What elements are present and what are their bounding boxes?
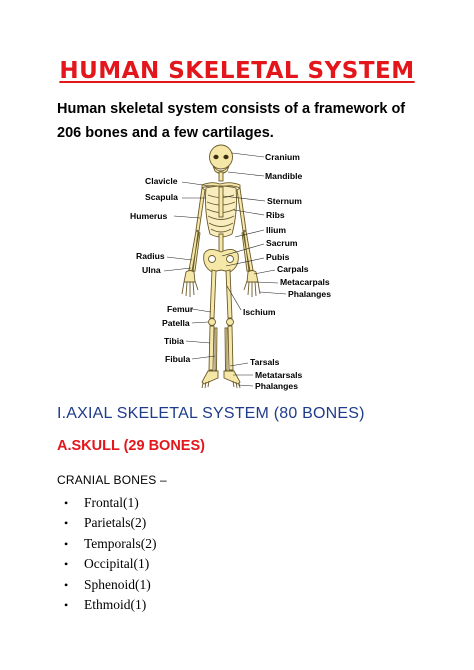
label-tarsals: Tarsals [250,357,280,367]
label-ulna: Ulna [142,265,161,275]
label-clavicle: Clavicle [145,176,178,186]
label-pubis: Pubis [266,252,290,262]
list-item [62,595,157,615]
section-heading-skull: A.SKULL (29 BONES) [57,438,205,454]
foot-left [202,371,218,384]
label-patella: Patella [162,318,190,328]
page-title: HUMAN SKELETAL SYSTEM [59,58,415,84]
section-heading-axial: I.AXIAL SKELETAL SYSTEM (80 BONES) [57,405,365,422]
list-item [62,534,157,554]
label-sternum: Sternum [267,196,302,206]
cranium-bone [210,145,233,169]
bullet-icon: • [64,496,69,510]
label-ribs: Ribs [266,210,285,220]
foot-right [224,371,240,384]
intro-line-1: Human skeletal system consists of a framework of [57,101,406,117]
sternum-bone [219,187,223,217]
bullet-icon: • [64,557,69,572]
label-mandible: Mandible [265,171,303,181]
radius-ulna-left [189,231,200,271]
bullet-icon: • [64,536,69,551]
list-item-text: Occipital(1) [84,556,150,572]
list-item-text: Parietals(2) [84,515,147,531]
label-phalanges-foot: Phalanges [255,381,298,391]
label-humerus: Humerus [130,211,168,221]
hand-left [184,271,195,283]
label-tibia: Tibia [164,336,184,346]
tibia-fibula-right [225,326,233,370]
list-item [62,554,157,574]
label-scapula: Scapula [145,192,178,202]
label-femur: Femur [167,304,194,314]
list-item [62,575,157,595]
tibia-fibula-left [209,326,217,370]
list-item [62,513,157,533]
label-carpals: Carpals [277,264,309,274]
radius-ulna-right [242,231,253,271]
list-item [62,493,157,513]
label-ilium: Ilium [266,225,287,235]
list-item-text: Sphenoid(1) [84,576,151,592]
skeleton-figure [182,145,260,388]
bullet-icon: • [64,577,69,592]
cranial-bones-heading: CRANIAL BONES – [57,473,167,487]
intro-paragraph [57,97,427,145]
list-item-text: Frontal(1) [84,495,139,510]
humerus-bone-left [196,188,205,231]
list-item-text: Temporals(2) [84,535,157,551]
label-metatarsals: Metatarsals [255,370,303,380]
bullet-icon: • [64,516,69,531]
bullet-icon: • [64,597,69,612]
intro-line-2: 206 bones and a few cartilages. [57,125,274,141]
cranial-bones-list [62,493,157,615]
femur-bone-right [226,270,232,318]
label-sacrum: Sacrum [266,238,298,248]
label-metacarpals: Metacarpals [280,277,330,287]
patella-right [227,319,234,326]
hand-right [247,271,258,283]
label-radius: Radius [136,251,165,261]
label-ischium: Ischium [243,307,276,317]
femur-bone-left [210,270,216,318]
label-fibula: Fibula [165,354,191,364]
humerus-bone-right [237,188,246,231]
label-cranium: Cranium [265,152,300,162]
label-phalanges-hand: Phalanges [288,289,331,299]
skeleton-diagram [120,142,331,394]
cervical-spine [219,172,223,181]
list-item-text: Ethmoid(1) [84,596,147,612]
patella-left [209,319,216,326]
